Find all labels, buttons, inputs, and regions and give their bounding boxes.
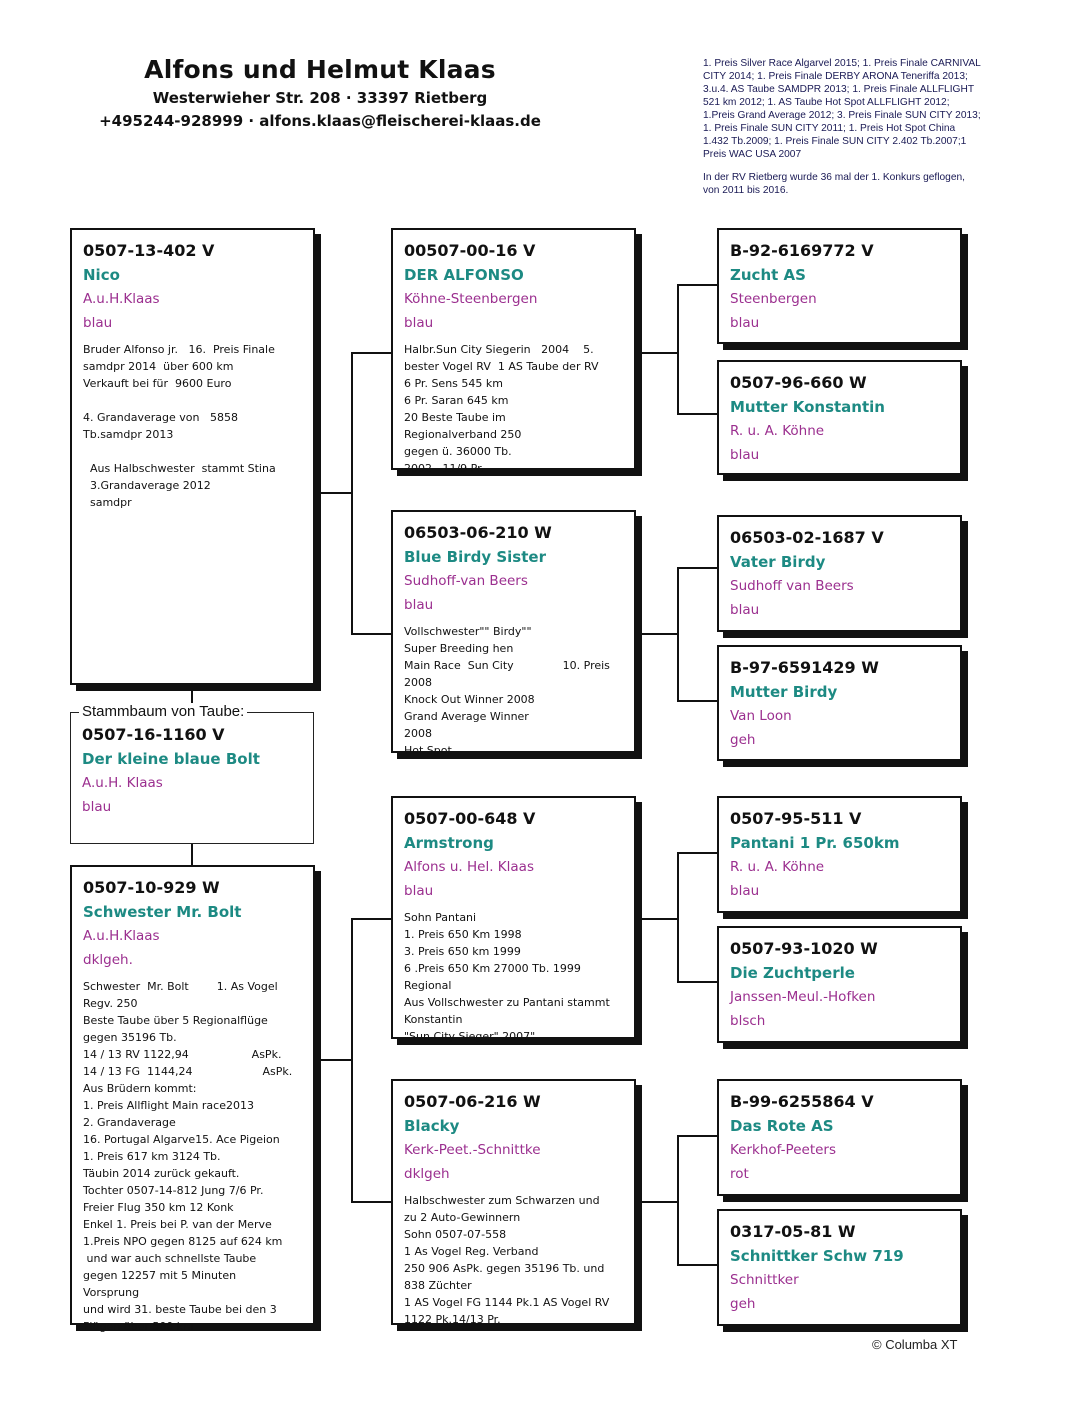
ring-number: 0507-06-216 W (404, 1092, 541, 1111)
plumage-color: blsch (730, 1013, 766, 1029)
pedigree-card-grandfather-paternal (391, 228, 636, 475)
ring-number: 00507-00-16 V (404, 241, 536, 260)
pedigree-card-great-grandparent (717, 796, 962, 913)
pedigree-card-great-grandparent (717, 228, 962, 344)
connector-line (636, 352, 678, 354)
ring-number: 0507-16-1160 V (82, 725, 225, 744)
pedigree-card-great-grandparent (717, 1209, 962, 1326)
plumage-color: blau (82, 799, 112, 815)
plumage-color: dklgeh (404, 1166, 450, 1182)
connector-line (677, 284, 679, 414)
connector-line (636, 1201, 678, 1203)
ring-number: 0507-00-648 V (404, 809, 536, 828)
pigeon-name: Mutter Birdy (730, 683, 838, 701)
pedigree-card-great-grandparent (717, 926, 962, 1043)
ring-number: 0507-10-929 W (83, 878, 220, 897)
plumage-color: blau (730, 602, 760, 618)
awards-paragraph: In der RV Rietberg wurde 36 mal der 1. Konkurs geflogen, von 2011 bis 2016. (703, 172, 966, 196)
breeder: Steenbergen (730, 291, 817, 307)
connector-line (351, 352, 353, 634)
plumage-color: blau (404, 315, 434, 331)
connector-line (636, 918, 678, 920)
connector-line (351, 918, 353, 1202)
breeder: R. u. A. Köhne (730, 423, 825, 439)
ring-number: 0507-93-1020 W (730, 939, 878, 958)
pigeon-notes: Vollschwester"" Birdy"" Super Breeding hen Main Race Sun City 10. Preis 2008 Knock Out Winner 2008 Grand Average Winner 2008 Hot Spot (404, 625, 610, 757)
pigeon-notes: Halbschwester zum Schwarzen und zu 2 Auto-Gewinnern Sohn 0507-07-558 1 As Vogel Reg. Verband 250 906 AsPk. gegen 35196 Tb. und 838 Züchter 1 AS Vogel FG 1144 Pk.1 AS Vogel RV 1122 Pk.14/13 Pr. (404, 1194, 610, 1326)
connector-line (351, 1201, 391, 1203)
pedigree-card-mother (70, 865, 315, 1333)
breeder-name: Alfons und Helmut Klaas (144, 55, 496, 84)
breeder: Kerk-Peet.-Schnittke (404, 1142, 541, 1158)
pedigree-card-great-grandparent (717, 360, 962, 475)
breeder-address: Westerwieher Str. 208 · 33397 Rietberg (152, 89, 488, 107)
pigeon-name: Armstrong (404, 834, 494, 852)
pigeon-name: Die Zuchtperle (730, 964, 855, 982)
breeder: Schnittker (730, 1272, 799, 1288)
ring-number: 0507-96-660 W (730, 373, 867, 392)
ring-number: 0507-13-402 V (83, 241, 215, 260)
awards-text (703, 57, 983, 207)
ring-number: 06503-06-210 W (404, 523, 552, 542)
pigeon-notes: Schwester Mr. Bolt 1. As Vogel Regv. 250 Beste Taube über 5 Regionalflüge gegen 35196 Tb. 14 / 13 RV 1122,94 AsPk. 14 / 13 FG 1144,24 AsPk. Aus Brüdern kommt: 1. Preis Allflight Main race2013 2. Grandaverage 16. Portugal Algarve15. Ace Pigeion 1. Preis 617 km 3124 Tb. Täubin 2014 zurück gekauft. Tochter 0507-14-812 Jung 7/6 Pr. Freier Flug 350 km 12 Konk Enkel 1. Preis bei P. van der Merve 1.Preis NPO gegen 8125 auf 624 km und war auch schnellste Taube gegen 12257 mit 5 Minuten Vorsprung und wird 31. beste Taube bei den 3 Flügen über 500 km (83, 980, 293, 1333)
breeder: R. u. A. Köhne (730, 859, 825, 875)
plumage-color: blau (83, 315, 113, 331)
connector-line (677, 852, 679, 982)
plumage-color: geh (730, 1296, 756, 1312)
plumage-color: blau (404, 597, 434, 613)
pigeon-name: Schwester Mr. Bolt (83, 903, 242, 921)
subject-pigeon-card (70, 703, 314, 844)
connector-line (677, 413, 717, 415)
connector-line (677, 1135, 717, 1137)
pedigree-card-great-grandparent (717, 645, 962, 761)
breeder: A.u.H.Klaas (83, 291, 160, 307)
ring-number: B-92-6169772 V (730, 241, 874, 260)
connector-line (677, 852, 717, 854)
connector-line (677, 1135, 679, 1265)
plumage-color: blau (730, 315, 760, 331)
pedigree-card-grandmother-paternal (391, 510, 636, 757)
connector-line (677, 1264, 717, 1266)
pedigree-card-father (70, 228, 315, 685)
pigeon-notes: Bruder Alfonso jr. 16. Preis Finale samdpr 2014 über 600 km Verkauft bei für 9600 Euro 4. Grandaverage von 5858 Tb.samdpr 2013 Aus Halbschwester stammt Stina 3.Grandaverage 2012 samdpr (83, 343, 276, 509)
plumage-color: geh (730, 732, 756, 748)
pigeon-name: Vater Birdy (730, 553, 826, 571)
breeder: Alfons u. Hel. Klaas (404, 859, 534, 875)
ring-number: 0317-05-81 W (730, 1222, 856, 1241)
connector-line (677, 700, 717, 702)
pigeon-name: Mutter Konstantin (730, 398, 885, 416)
breeder: Sudhoff van Beers (730, 578, 854, 594)
breeder: Köhne-Steenbergen (404, 291, 538, 307)
connector-line (677, 567, 717, 569)
pigeon-name: Der kleine blaue Bolt (82, 750, 260, 768)
connector-line (315, 492, 352, 494)
pigeon-name: Blacky (404, 1117, 460, 1135)
ring-number: B-99-6255864 V (730, 1092, 874, 1111)
connector-line (636, 633, 678, 635)
breeder: Van Loon (730, 708, 792, 724)
connector-line (677, 567, 679, 701)
copyright-note: © Columba XT (872, 1337, 958, 1352)
ring-number: B-97-6591429 W (730, 658, 879, 677)
connector-line (351, 633, 391, 635)
pigeon-name: Blue Birdy Sister (404, 548, 546, 566)
plumage-color: rot (730, 1166, 749, 1182)
breeder: A.u.H.Klaas (83, 928, 160, 944)
connector-line (351, 352, 391, 354)
pedigree-card-grandmother-maternal (391, 1079, 636, 1325)
connector-line (677, 981, 717, 983)
pigeon-name: Schnittker Schw 719 (730, 1247, 904, 1265)
breeder: Janssen-Meul.-Hofken (730, 989, 876, 1005)
breeder: Kerkhof-Peeters (730, 1142, 837, 1158)
pigeon-name: DER ALFONSO (404, 266, 524, 284)
plumage-color: dklgeh. (83, 952, 133, 968)
breeder-contact: +495244-928999 · alfons.klaas@fleischerei-klaas.de (99, 112, 541, 130)
pigeon-name: Das Rote AS (730, 1117, 834, 1135)
pigeon-name: Nico (83, 266, 120, 284)
breeder: Sudhoff-van Beers (404, 573, 528, 589)
plumage-color: blau (730, 883, 760, 899)
connector-line (191, 844, 193, 866)
pedigree-card-great-grandparent (717, 1079, 962, 1196)
connector-line (315, 1059, 352, 1061)
pigeon-name: Pantani 1 Pr. 650km (730, 834, 900, 852)
pigeon-name: Zucht AS (730, 266, 806, 284)
pedigree-card-grandfather-maternal (391, 796, 636, 1043)
pedigree-card-great-grandparent (717, 515, 962, 632)
plumage-color: blau (730, 447, 760, 463)
plumage-color: blau (404, 883, 434, 899)
connector-line (351, 918, 391, 920)
breeder-header (80, 55, 560, 130)
pigeon-notes: Sohn Pantani 1. Preis 650 Km 1998 3. Preis 650 km 1999 6 .Preis 650 Km 27000 Tb. 1999 Regional Aus Vollschwester zu Pantani stammt Konstantin "Sun City Sieger" 2007" (404, 911, 610, 1043)
connector-line (677, 284, 717, 286)
breeder: A.u.H. Klaas (82, 775, 163, 791)
ring-number: 0507-95-511 V (730, 809, 862, 828)
pedigree-legend: Stammbaum von Taube: (79, 703, 247, 720)
awards-paragraph: 1. Preis Silver Race Algarvel 2015; 1. Preis Finale CARNIVAL CITY 2014; 1. Preis Finale DERBY ARONA Teneriffa 2013; 3.u.4. AS Taube SAMDPR 2013; 1. Preis Finale ALLFLIGHT 521 km 2012; 1. AS Taube Hot Spot ALLFLIGHT 2012; 1.Preis Grand Average 2012; 3. Preis Finale SUN CITY 2013; 1. Preis Finale SUN CITY 2011; 1. Preis Hot Spot China 1.432 Tb.2009; 1. Preis Finale SUN CITY 2.402 Tb.2007;1 Preis WAC USA 2007 (703, 58, 981, 160)
ring-number: 06503-02-1687 V (730, 528, 884, 547)
pigeon-notes: Halbr.Sun City Siegerin 2004 5. bester Vogel RV 1 AS Taube der RV 6 Pr. Sens 545 km 6 Pr. Saran 645 km 20 Beste Taube im Regionalverband 250 gegen ü. 36000 Tb. 2002 11/9 Pr. (404, 343, 599, 475)
